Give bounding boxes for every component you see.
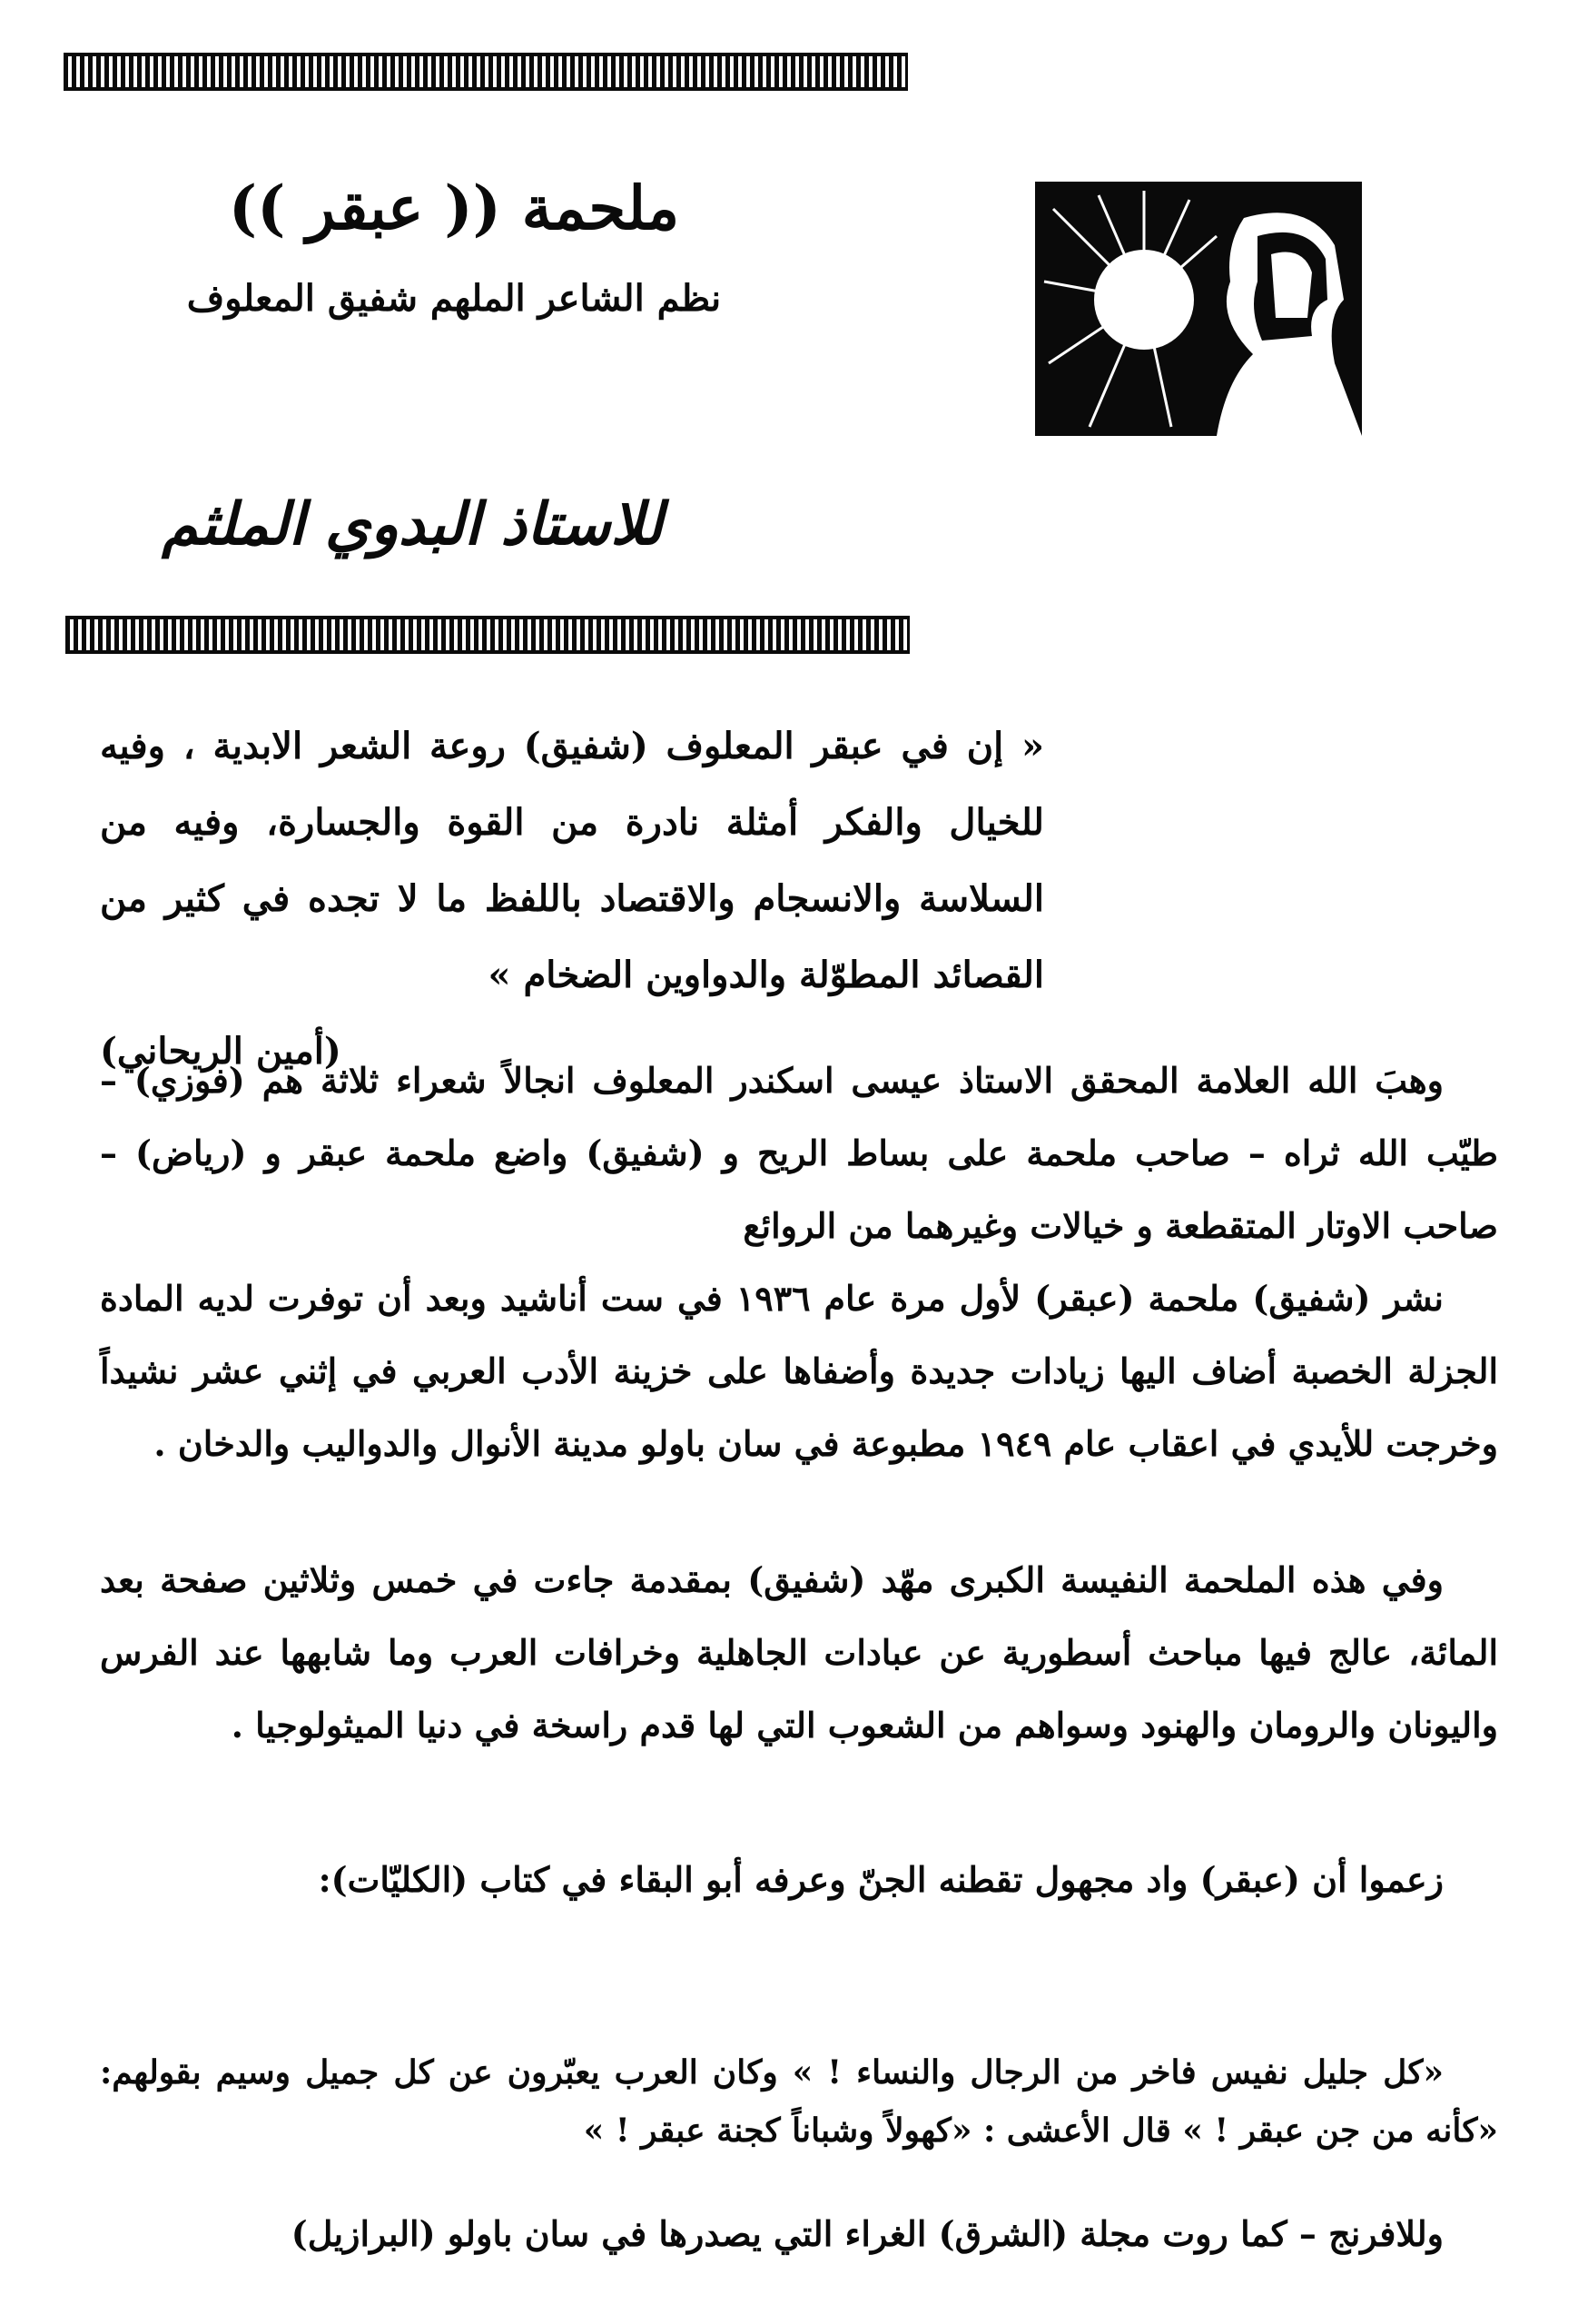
page-subtitle: نظم الشاعر الملهم شفيق المعلوف [186,277,722,320]
sun-figure-woodcut-icon [1035,182,1362,436]
paragraph-text: زعموا أن (عبقر) واد مجهول تقطنه الجنّ وعرفه أبو البقاء في كتاب (الكليّات): [318,1859,1444,1900]
paragraph-5 [100,2043,1498,2160]
paragraph-4 [100,1844,1498,1916]
paragraph-1 [100,1044,1498,1262]
paragraph-6 [100,2198,1498,2270]
paragraph-text: وهبَ الله العلامة المحقق الاستاذ عيسى اسكندر المعلوف انجالاً شعراء ثلاثة هم (فوزي) – طيّب الله ثراه – صاحب ملحمة على بساط الريح و (شفيق) واضع ملحمة عبقر و (رياض) – صاحب الاوتار المتقطعة و خيالات وغيرهما من الروائع [100,1060,1498,1246]
quote-block [100,708,1044,1090]
paragraph-text: وفي هذه الملحمة النفيسة الكبرى مهّد (شفيق) بمقدمة جاءت في خمس وثلاثين صفحة بعد المائة، عالج فيها مباحث أسطورية عن عبادات الجاهلية وخرافات العرب وما شابهها عند الفرس واليونان والرومان والهنود وسواهم من الشعوب التي لها قدم راسخة في دنيا الميثولوجيا . [100,1559,1498,1745]
paragraph-text: نشر (شفيق) ملحمة (عبقر) لأول مرة عام ١٩٣٦ في ست أناشيد وبعد أن توفرت لديه المادة الجزلة الخصبة أضاف اليها زيادات جديدة وأضفاها على خزينة الأدب العربي في إثني عشر نشيداً وخرجت للأيدي في اعقاب عام ١٩٤٩ مطبوعة في سان باولو مدينة الأنوال والدواليب والدخان . [100,1278,1498,1464]
page-title: ملحمة (( عبقر )) [228,173,680,243]
paragraph-text: وللافرنج – كما روت مجلة (الشرق) الغراء التي يصدرها في سان باولو (البرازيل) [291,2213,1444,2254]
quote-text: « إن في عبقر المعلوف (شفيق) روعة الشعر الابدية ، وفيه للخيال والفكر أمثلة نادرة من القوة والجسارة، وفيه من السلاسة والانسجام والاقتصاد باللفظ ما لا تجده في كثير من القصائد المطوّلة والدواوين الضخام » [100,725,1044,996]
ornamental-border-top [64,53,908,91]
ornamental-border-divider [65,616,910,654]
quote-attribution: (أمين الريحاني) [100,1030,341,1073]
paragraph-text: «كل جليل نفيس فاخر من الرجال والنساء ! » وكان العرب يعبّرون عن كل جميل وسيم بقولهم: «كأنه من جن عبقر ! » قال الأعشى : «كهولاً وشباناً كجنة عبقر ! » [100,2053,1498,2150]
author-byline: للاستاذ البدوي الملثم [162,490,663,559]
paragraph-2 [100,1262,1498,1480]
paragraph-3 [100,1544,1498,1762]
